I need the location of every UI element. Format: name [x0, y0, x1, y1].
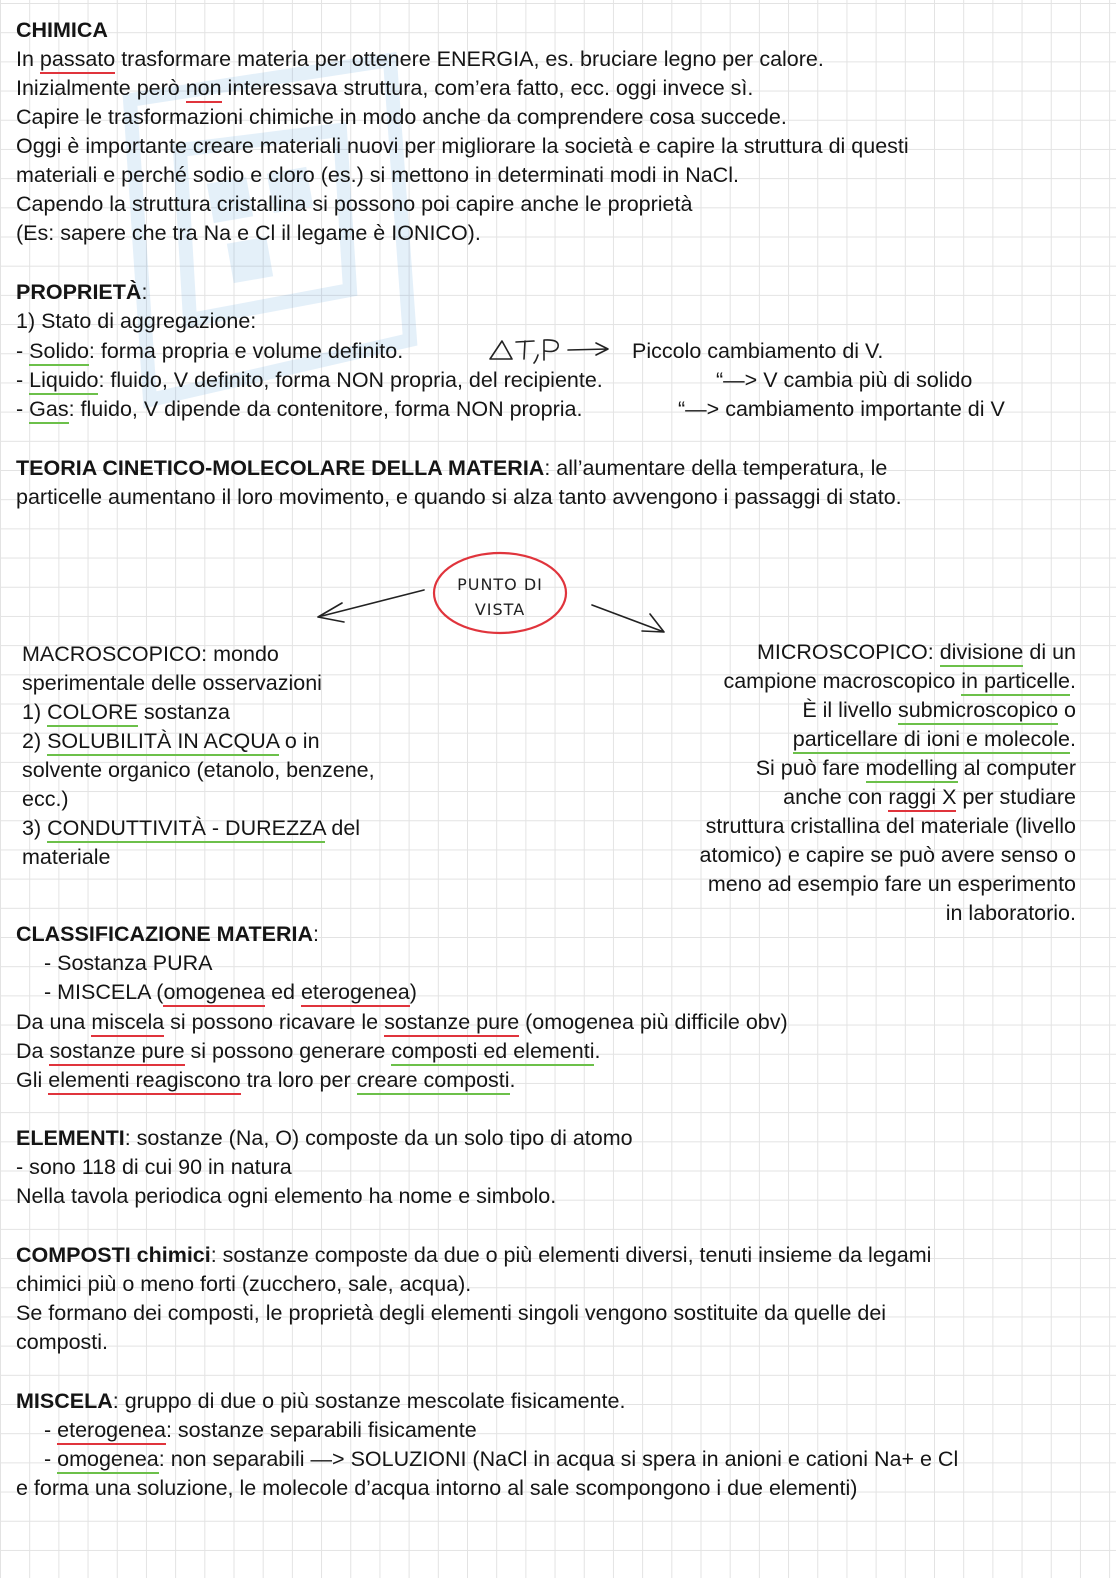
micro-line-1: MICROSCOPICO: divisione di un [556, 638, 1076, 667]
miscela-line-1: MISCELA: gruppo di due o più sostanze mescolate fisicamente. [16, 1389, 626, 1413]
elementi-line-1: ELEMENTI: sostanze (Na, O) composte da un solo tipo di atomo [16, 1126, 633, 1150]
micro-line-6: anche con raggi X per studiare [556, 783, 1076, 812]
intro-line-3: Capire le trasformazioni chimiche in modo anche da comprendere cosa succede. [16, 105, 787, 129]
bubble-text-line-1: PUNTO DI [457, 575, 543, 594]
stato-aggregazione: 1) Stato di aggregazione: [16, 309, 257, 333]
macro-line-2: sperimentale delle osservazioni [22, 671, 322, 695]
gas-line: - Gas: fluido, V dipende da contenitore, forma NON propria. [16, 395, 582, 424]
intro-line-2: Inizialmente però non interessava struttura, com’era fatto, ecc. oggi invece sì. [16, 74, 753, 103]
arrow-right [592, 605, 664, 632]
macro-line-5: solvente organico (etanolo, benzene, [22, 758, 375, 782]
classificazione-line-3: Da una miscela si possono ricavare le sostanze pure (omogenea più difficile obv) [16, 1008, 788, 1037]
page-title: CHIMICA [16, 18, 108, 42]
classificazione-heading: CLASSIFICAZIONE MATERIA: [16, 922, 319, 946]
solido-line: - Solido: forma propria e volume definito. [16, 337, 403, 366]
micro-line-9: meno ad esempio fare un esperimento [707, 872, 1076, 896]
sostanza-pura: - Sostanza PURA [44, 951, 213, 975]
elementi-line-3: Nella tavola periodica ogni elemento ha nome e simbolo. [16, 1184, 557, 1208]
macroscopico-column [22, 640, 462, 872]
arrow-left [318, 590, 424, 622]
intro-line-1: In passato trasformare materia per ottenere ENERGIA, es. bruciare legno per calore. [16, 45, 824, 74]
liquido-note: “—> V cambia più di solido [716, 368, 973, 392]
macro-line-6: ecc.) [22, 787, 69, 811]
macro-line-1: MACROSCOPICO: mondo [22, 642, 279, 666]
micro-line-4: particellare di ioni e molecole. [556, 725, 1076, 754]
solido-note: Piccolo cambiamento di V. [632, 339, 884, 363]
elementi-line-2: - sono 118 di cui 90 in natura [16, 1155, 292, 1179]
intro-line-4: Oggi è importante creare materiali nuovi per migliorare la società e capire la struttura di questi [16, 134, 909, 158]
macro-line-7: 3) CONDUTTIVITÀ - DUREZZA del [22, 814, 462, 843]
micro-line-8: atomico) e capire se può avere senso o [699, 843, 1076, 867]
miscela-item: - MISCELA (omogenea ed eterogenea) [44, 978, 417, 1007]
bubble-text-line-2: VISTA [474, 600, 526, 619]
gas-note: “—> cambiamento importante di V [678, 397, 1005, 421]
macro-line-8: materiale [22, 845, 111, 869]
miscela-line-4: e forma una soluzione, le molecole d’acqua intorno al sale scompongono i due elementi) [16, 1476, 858, 1500]
microscopico-column [556, 638, 1076, 928]
micro-line-7: struttura cristallina del materiale (livello [705, 814, 1076, 838]
intro-line-7: (Es: sapere che tra Na e Cl il legame è IONICO). [16, 221, 481, 245]
liquido-line: - Liquido: fluido, V definito, forma NON propria, del recipiente. [16, 366, 603, 395]
micro-line-3: È il livello submicroscopico o [556, 696, 1076, 725]
classificazione-line-5: Gli elementi reagiscono tra loro per creare composti. [16, 1066, 516, 1095]
classificazione-line-4: Da sostanze pure si possono generare composti ed elementi. [16, 1037, 600, 1066]
handwritten-delta-t-p [484, 333, 624, 367]
macro-line-4: 2) SOLUBILITÀ IN ACQUA o in [22, 727, 462, 756]
composti-line-2: chimici più o meno forti (zucchero, sale, acqua). [16, 1272, 472, 1296]
micro-line-10: in laboratorio. [945, 901, 1076, 925]
composti-line-3: Se formano dei composti, le proprietà degli elementi singoli vengono sostituite da quelle dei [16, 1301, 887, 1325]
macro-line-3: 1) COLORE sostanza [22, 698, 462, 727]
teoria-line-2: particelle aumentano il loro movimento, e quando si alza tanto avvengono i passaggi di stato. [16, 485, 902, 509]
proprieta-heading: PROPRIETÀ: [16, 280, 148, 304]
composti-line-4: composti. [16, 1330, 109, 1354]
micro-line-5: Si può fare modelling al computer [556, 754, 1076, 783]
miscela-eterogenea: - eterogenea: sostanze separabili fisicamente [44, 1416, 477, 1445]
miscela-omogenea: - omogenea: non separabili —> SOLUZIONI (NaCl in acqua si spera in anioni e cationi Na+ e Cl [44, 1445, 958, 1474]
punto-di-vista-diagram [300, 545, 700, 645]
teoria-line-1: TEORIA CINETICO-MOLECOLARE DELLA MATERIA: all’aumentare della temperatura, le [16, 456, 888, 480]
composti-line-1: COMPOSTI chimici: sostanze composte da due o più elementi diversi, tenuti insieme da legami [16, 1243, 932, 1267]
intro-line-5: materiali e perché sodio e cloro (es.) si mettono in determinati modi in NaCl. [16, 163, 739, 187]
intro-line-6: Capendo la struttura cristallina si possono poi capire anche le proprietà [16, 192, 693, 216]
micro-line-2: campione macroscopico in particelle. [556, 667, 1076, 696]
